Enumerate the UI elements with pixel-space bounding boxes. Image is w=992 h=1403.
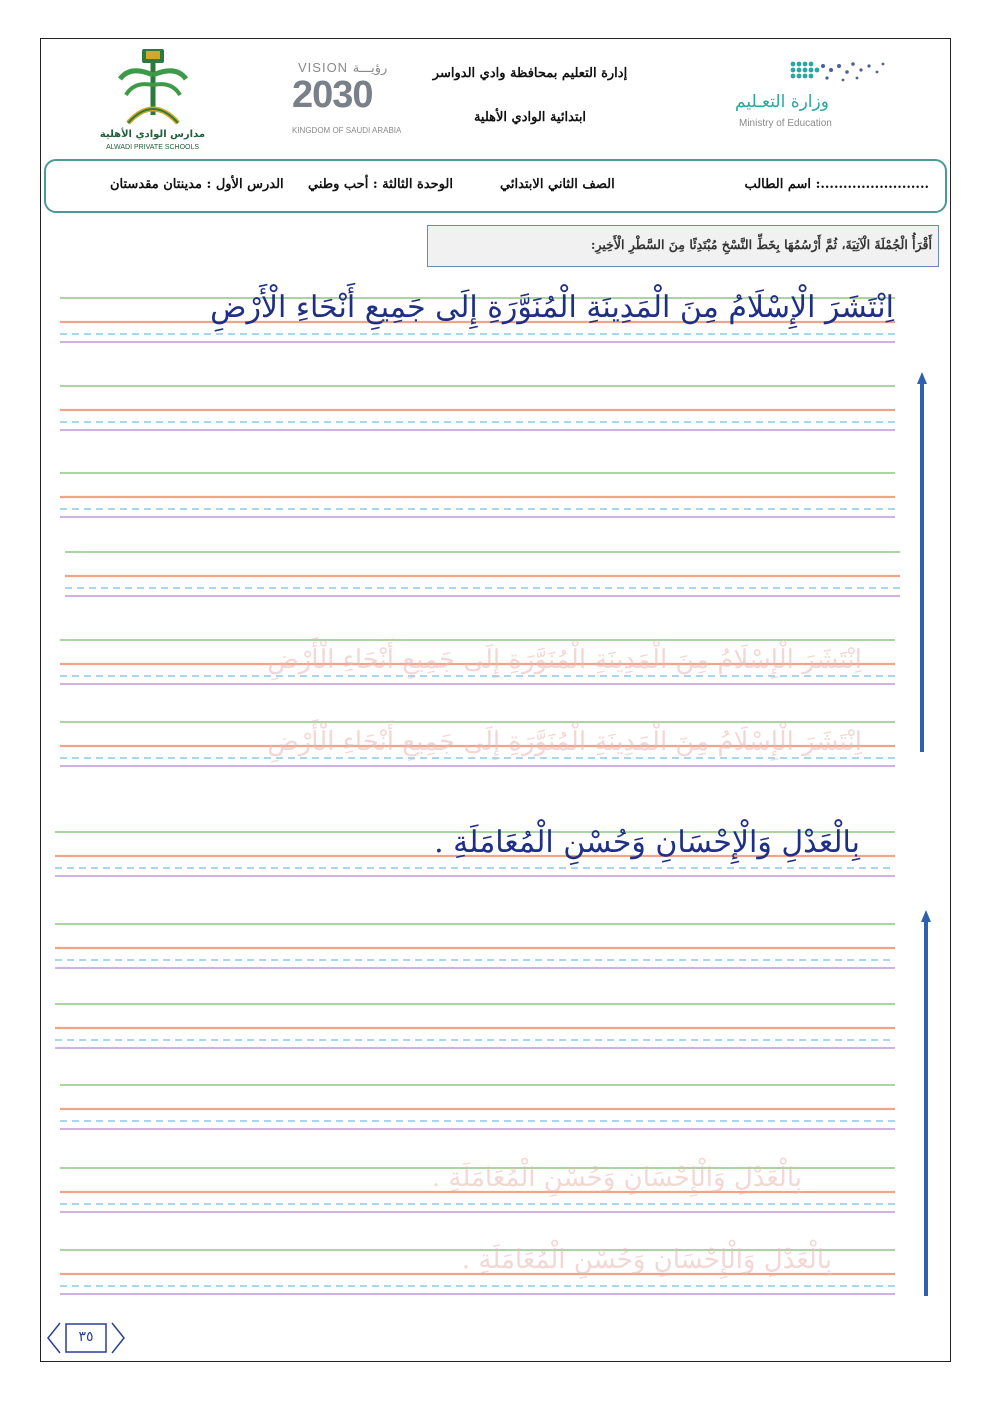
school-logo-text-en: ALWADI PRIVATE SCHOOLS [105, 144, 200, 151]
up-arrow-icon [914, 908, 938, 1298]
tracing-sentence-2a: بِالْعَدْلِ وَالْإِحْسَانِ وَحُسْنِ الْمُعَامَلَةِ . [431, 1163, 802, 1193]
lesson-label: الدرس الأول : مدينتان مقدستان [110, 177, 284, 192]
instruction-text: أَقْرَأُ الْجُمْلَةَ الْآتِيَةَ، ثُمَّ أَرْسُمُهَا بِخَطِّ النَّسْخِ مُبْتَدِئًا مِنَ السَّطْرِ الْأَخِيرِ: [590, 237, 932, 252]
ministry-name-en: Ministry of Education [739, 118, 832, 129]
model-sentence-2: بِالْعَدْلِ وَالْإِحْسَانِ وَحُسْنِ الْمُعَامَلَةِ . [434, 825, 860, 860]
model-sentence-1: اِنْتَشَرَ الْإِسْلَامُ مِنَ الْمَدِينَةِ الْمُنَوَّرَةِ إِلَى جَمِيعِ أَنْحَاءِ الْأَرْضِ [210, 290, 894, 325]
vision-year: 2030 [292, 74, 373, 116]
school-name-title: ابتدائية الوادي الأهلية [473, 110, 587, 125]
up-arrow-icon [910, 370, 934, 755]
student-name-field[interactable]: اسم الطالب :........................ [744, 177, 929, 192]
tracing-sentence-1a: اِنْتَشَرَ الْإِسْلَامُ مِنَ الْمَدِينَةِ الْمُنَوَّرَةِ إِلَى جَمِيعِ أَنْحَاءِ الْأَرْضِ [267, 645, 862, 675]
line-groups [55, 298, 900, 1294]
unit-label: الوحدة الثالثة : أحب وطني [308, 177, 453, 192]
vision-label: VISION رؤيـــة [298, 60, 388, 75]
vision-kingdom: KINGDOM OF SAUDI ARABIA [292, 126, 402, 135]
tracing-sentence-1b: اِنْتَشَرَ الْإِسْلَامُ مِنَ الْمَدِينَةِ الْمُنَوَّرَةِ إِلَى جَمِيعِ أَنْحَاءِ الْأَرْضِ [267, 727, 862, 757]
grade-label: الصف الثاني الابتدائي [500, 177, 615, 192]
page-number: ٣٥ [78, 1329, 94, 1345]
school-logo-text-ar: مدارس الوادي الأهلية [99, 129, 206, 140]
tracing-sentence-2b: بِالْعَدْلِ وَالْإِحْسَانِ وَحُسْنِ الْمُعَامَلَةِ . [461, 1245, 832, 1275]
page-number-badge [46, 1321, 126, 1355]
education-department-title: إدارة التعليم بمحافظة وادي الدواسر [432, 66, 628, 81]
ministry-name-ar: وزارة التعـليم [735, 92, 829, 112]
